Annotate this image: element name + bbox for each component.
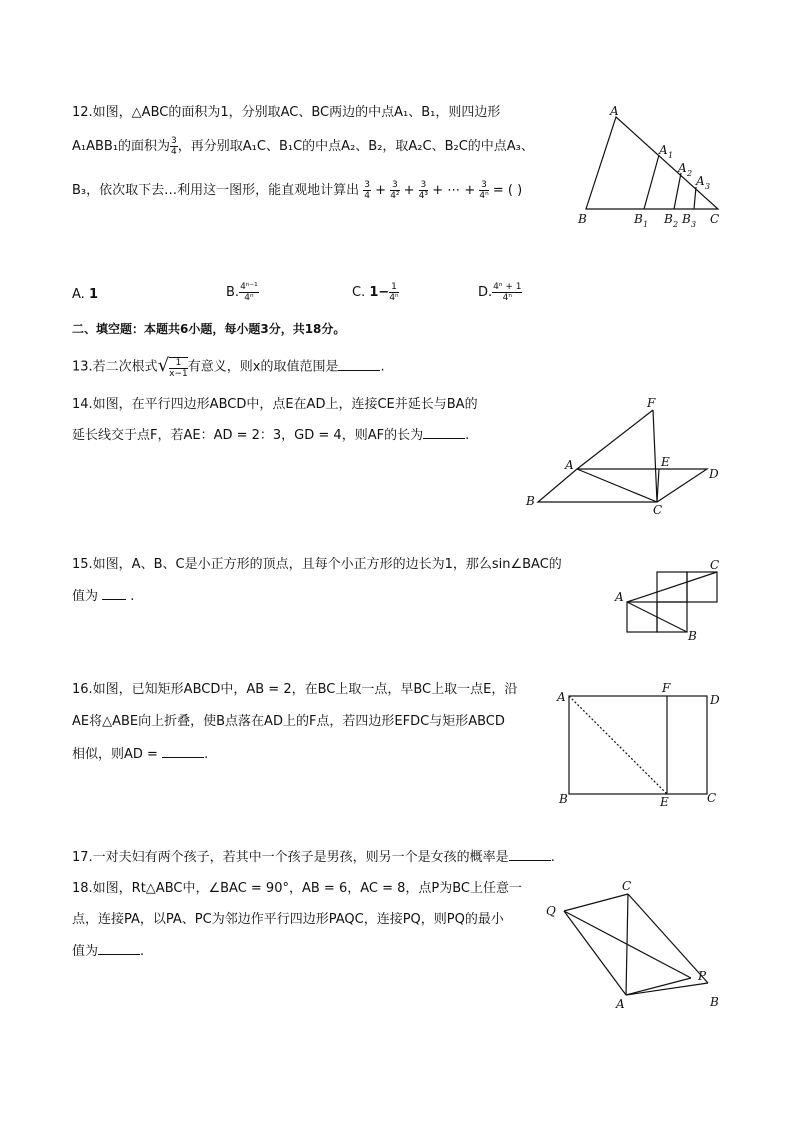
q12-option-d-fraction: $\frac{\text{4ⁿ + 1}}{\text{4ⁿ}}$ [493, 282, 522, 303]
q13-post: 有意义，则x的取值范围是 [187, 359, 339, 375]
q18-label-B: B [710, 995, 719, 1009]
q12-line3: B₃，依次取下去…利用这一图形，能直观地计算出 $\frac{3}{4}$ + $\frac{3}{\text{4²}}$ + $\frac{3}{\text{4³}}$ + ⋯ + $\frac{3}{\text{4ⁿ}}$ = ( ) [72, 180, 523, 201]
q12-triangle-figure [570, 100, 740, 230]
q14-line-FC [653, 410, 657, 502]
q12-option-b [226, 282, 259, 303]
q14-label-B: B [526, 494, 535, 508]
q12-label-B: B [578, 212, 587, 226]
q12-label-B3-sub: 3 [691, 220, 697, 229]
q18-label-P: P [698, 969, 707, 983]
q17-answer-blank[interactable] [509, 848, 551, 861]
q12-label-B2: B [664, 212, 673, 226]
q15-label-C: C [710, 558, 720, 572]
q13-line: 13.若二次根式√ $\frac{1}{x-1}$ 有意义，则x的取值范围是 . [72, 355, 385, 379]
q15-line1: 15.如图，A、B、C是小正方形的顶点，且每个小正方形的边长为1，那么sin∠BAC的 [72, 557, 562, 572]
q12-segment-a1b1 [644, 155, 659, 209]
q14-label-F: F [647, 396, 656, 410]
q16-label-E: E [660, 795, 669, 809]
q18-label-Q: Q [546, 904, 556, 918]
q12-segment-a2b2 [674, 173, 681, 209]
q12-line2-a: A₁ABB₁的面积为 [72, 139, 171, 154]
q14-label-A: A [565, 458, 574, 472]
q12-label-C: C [710, 212, 720, 226]
q12-term-n: $\frac{3}{\text{4ⁿ}}$ [479, 180, 489, 201]
q16-label-F: F [662, 681, 671, 695]
q18-triangle-figure [540, 874, 730, 1014]
q12-option-d-label: D. [478, 285, 493, 300]
q15-line2: 值为 . [72, 589, 135, 604]
q12-option-a-label: A. [72, 287, 85, 302]
q12-label-B3: B [682, 212, 691, 226]
q18-line-QC [564, 894, 628, 911]
q15-label-B: B [688, 629, 697, 643]
q12-label-A: A [610, 104, 619, 118]
q13-pre: 13.若二次根式 [72, 359, 158, 375]
q14-line-AC [577, 469, 657, 502]
q16-rectangle-figure [552, 680, 732, 810]
q12-term-3: $\frac{3}{\text{4³}}$ [418, 180, 429, 201]
q12-option-d [478, 282, 522, 303]
q16-line3: 相似，则AD = . [72, 747, 209, 762]
q18-label-C: C [622, 879, 632, 893]
q12-label-A2-sub: 2 [687, 169, 693, 178]
q12-label-A1: A [659, 143, 668, 157]
q13-answer-blank[interactable] [338, 358, 380, 371]
q16-rectangle-ABCD [569, 696, 707, 794]
q12-triangle [586, 117, 718, 209]
q18-line1: 18.如图，Rt△ABC中，∠BAC = 90°，AB = 6，AC = 8，点P为BC上任意一 [72, 881, 522, 896]
q12-option-a-value: 1 [88, 287, 98, 302]
q12-option-c [352, 282, 399, 303]
q18-line-CB [628, 894, 708, 983]
q14-label-C: C [653, 503, 663, 517]
q12-label-B2-sub: 2 [673, 220, 679, 229]
q14-label-E: E [661, 455, 670, 469]
q12-line1: 12.如图，△ABC的面积为1，分别取AC、BC两边的中点A₁、B₁，则四边形 [72, 105, 501, 120]
q16-line2: AE将△ABE向上折叠，使B点落在AD上的F点，若四边形EFDC与矩形ABCD [72, 714, 505, 729]
q12-option-c-fraction: $\frac{1}{\text{4ⁿ}}$ [389, 282, 399, 303]
q18-line-QA [564, 911, 626, 995]
q14-parallelogram-figure [520, 396, 730, 521]
q18-label-A: A [616, 997, 625, 1011]
q14-parallelogram [538, 469, 707, 502]
q12-option-c-label: C. [352, 285, 366, 300]
q14-line-AF [577, 410, 653, 469]
q16-answer-blank[interactable] [162, 745, 204, 758]
q12-label-A2: A [678, 161, 687, 175]
q14-label-D: D [709, 467, 719, 481]
q12-line2 [72, 136, 534, 157]
q12-area-fraction: $\frac{3}{4}$ [171, 136, 177, 157]
q12-label-A3-sub: 3 [705, 182, 711, 191]
q15-grid-cell-bottom-1 [627, 602, 657, 632]
q15-grid-figure [610, 556, 730, 646]
q12-label-B1: B [634, 212, 643, 226]
q12-option-a [72, 286, 98, 304]
q18-line2: 点，连接PA，以PA、PC为邻边作平行四边形PAQC，连接PQ，则PQ的最小 [72, 912, 504, 927]
q16-fold-AE [569, 696, 667, 794]
q12-term-1: $\frac{3}{4}$ [364, 180, 371, 201]
q12-option-b-label: B. [226, 285, 240, 300]
q12-segment-a3b3 [694, 187, 696, 209]
q16-label-A: A [557, 690, 566, 704]
q12-label-B1-sub: 1 [643, 220, 649, 229]
q12-label-A1-sub: 1 [668, 151, 674, 160]
q12-term-2: $\frac{3}{\text{4²}}$ [390, 180, 400, 201]
q16-label-C: C [707, 791, 717, 805]
q12-option-c-prefix: 1− [369, 285, 390, 300]
q13-radical: √ $\frac{1}{x-1}$ [157, 355, 188, 379]
q14-line-CE [657, 469, 659, 502]
q15-answer-blank[interactable] [102, 587, 126, 600]
q12-label-A3: A [696, 174, 705, 188]
q15-grid-cell-bottom-2 [657, 602, 687, 632]
q12-tail: = ( ) [492, 183, 523, 198]
q14-line1: 14.如图，在平行四边形ABCD中，点E在AD上，连接CE并延长与BA的 [72, 397, 478, 412]
q15-label-A: A [615, 590, 624, 604]
q12-line3-a: B₃，依次取下去…利用这一图形，能直观地计算出 [72, 183, 360, 198]
q16-label-B: B [559, 792, 568, 806]
q16-line1: 16.如图，已知矩形ABCD中，AB = 2，在BC上取一点，早BC上取一点E，沿 [72, 682, 518, 697]
q17-line: 17.一对夫妇有两个孩子，若其中一个孩子是男孩，则另一个是女孩的概率是 . [72, 850, 555, 865]
q12-line2-b: ，再分别取A₁C、B₁C的中点A₂、B₂，取A₂C、B₂C的中点A₃、 [177, 139, 534, 154]
q12-dots: + ⋯ + [432, 183, 476, 198]
q15-line-AC [627, 572, 717, 602]
q16-label-D: D [710, 693, 720, 707]
q12-option-b-fraction: $\frac{\text{4ⁿ⁻¹}}{\text{4ⁿ}}$ [240, 282, 258, 303]
q18-answer-blank[interactable] [98, 942, 140, 955]
section-heading: 二、填空题：本题共6小题，每小题3分，共18分。 [72, 322, 346, 336]
q18-line3: 值为 . [72, 944, 145, 959]
q14-line2: 延长线交于点F，若AE：AD = 2：3，GD = 4，则AF的长为 . [72, 428, 470, 443]
q14-answer-blank[interactable] [423, 426, 465, 439]
